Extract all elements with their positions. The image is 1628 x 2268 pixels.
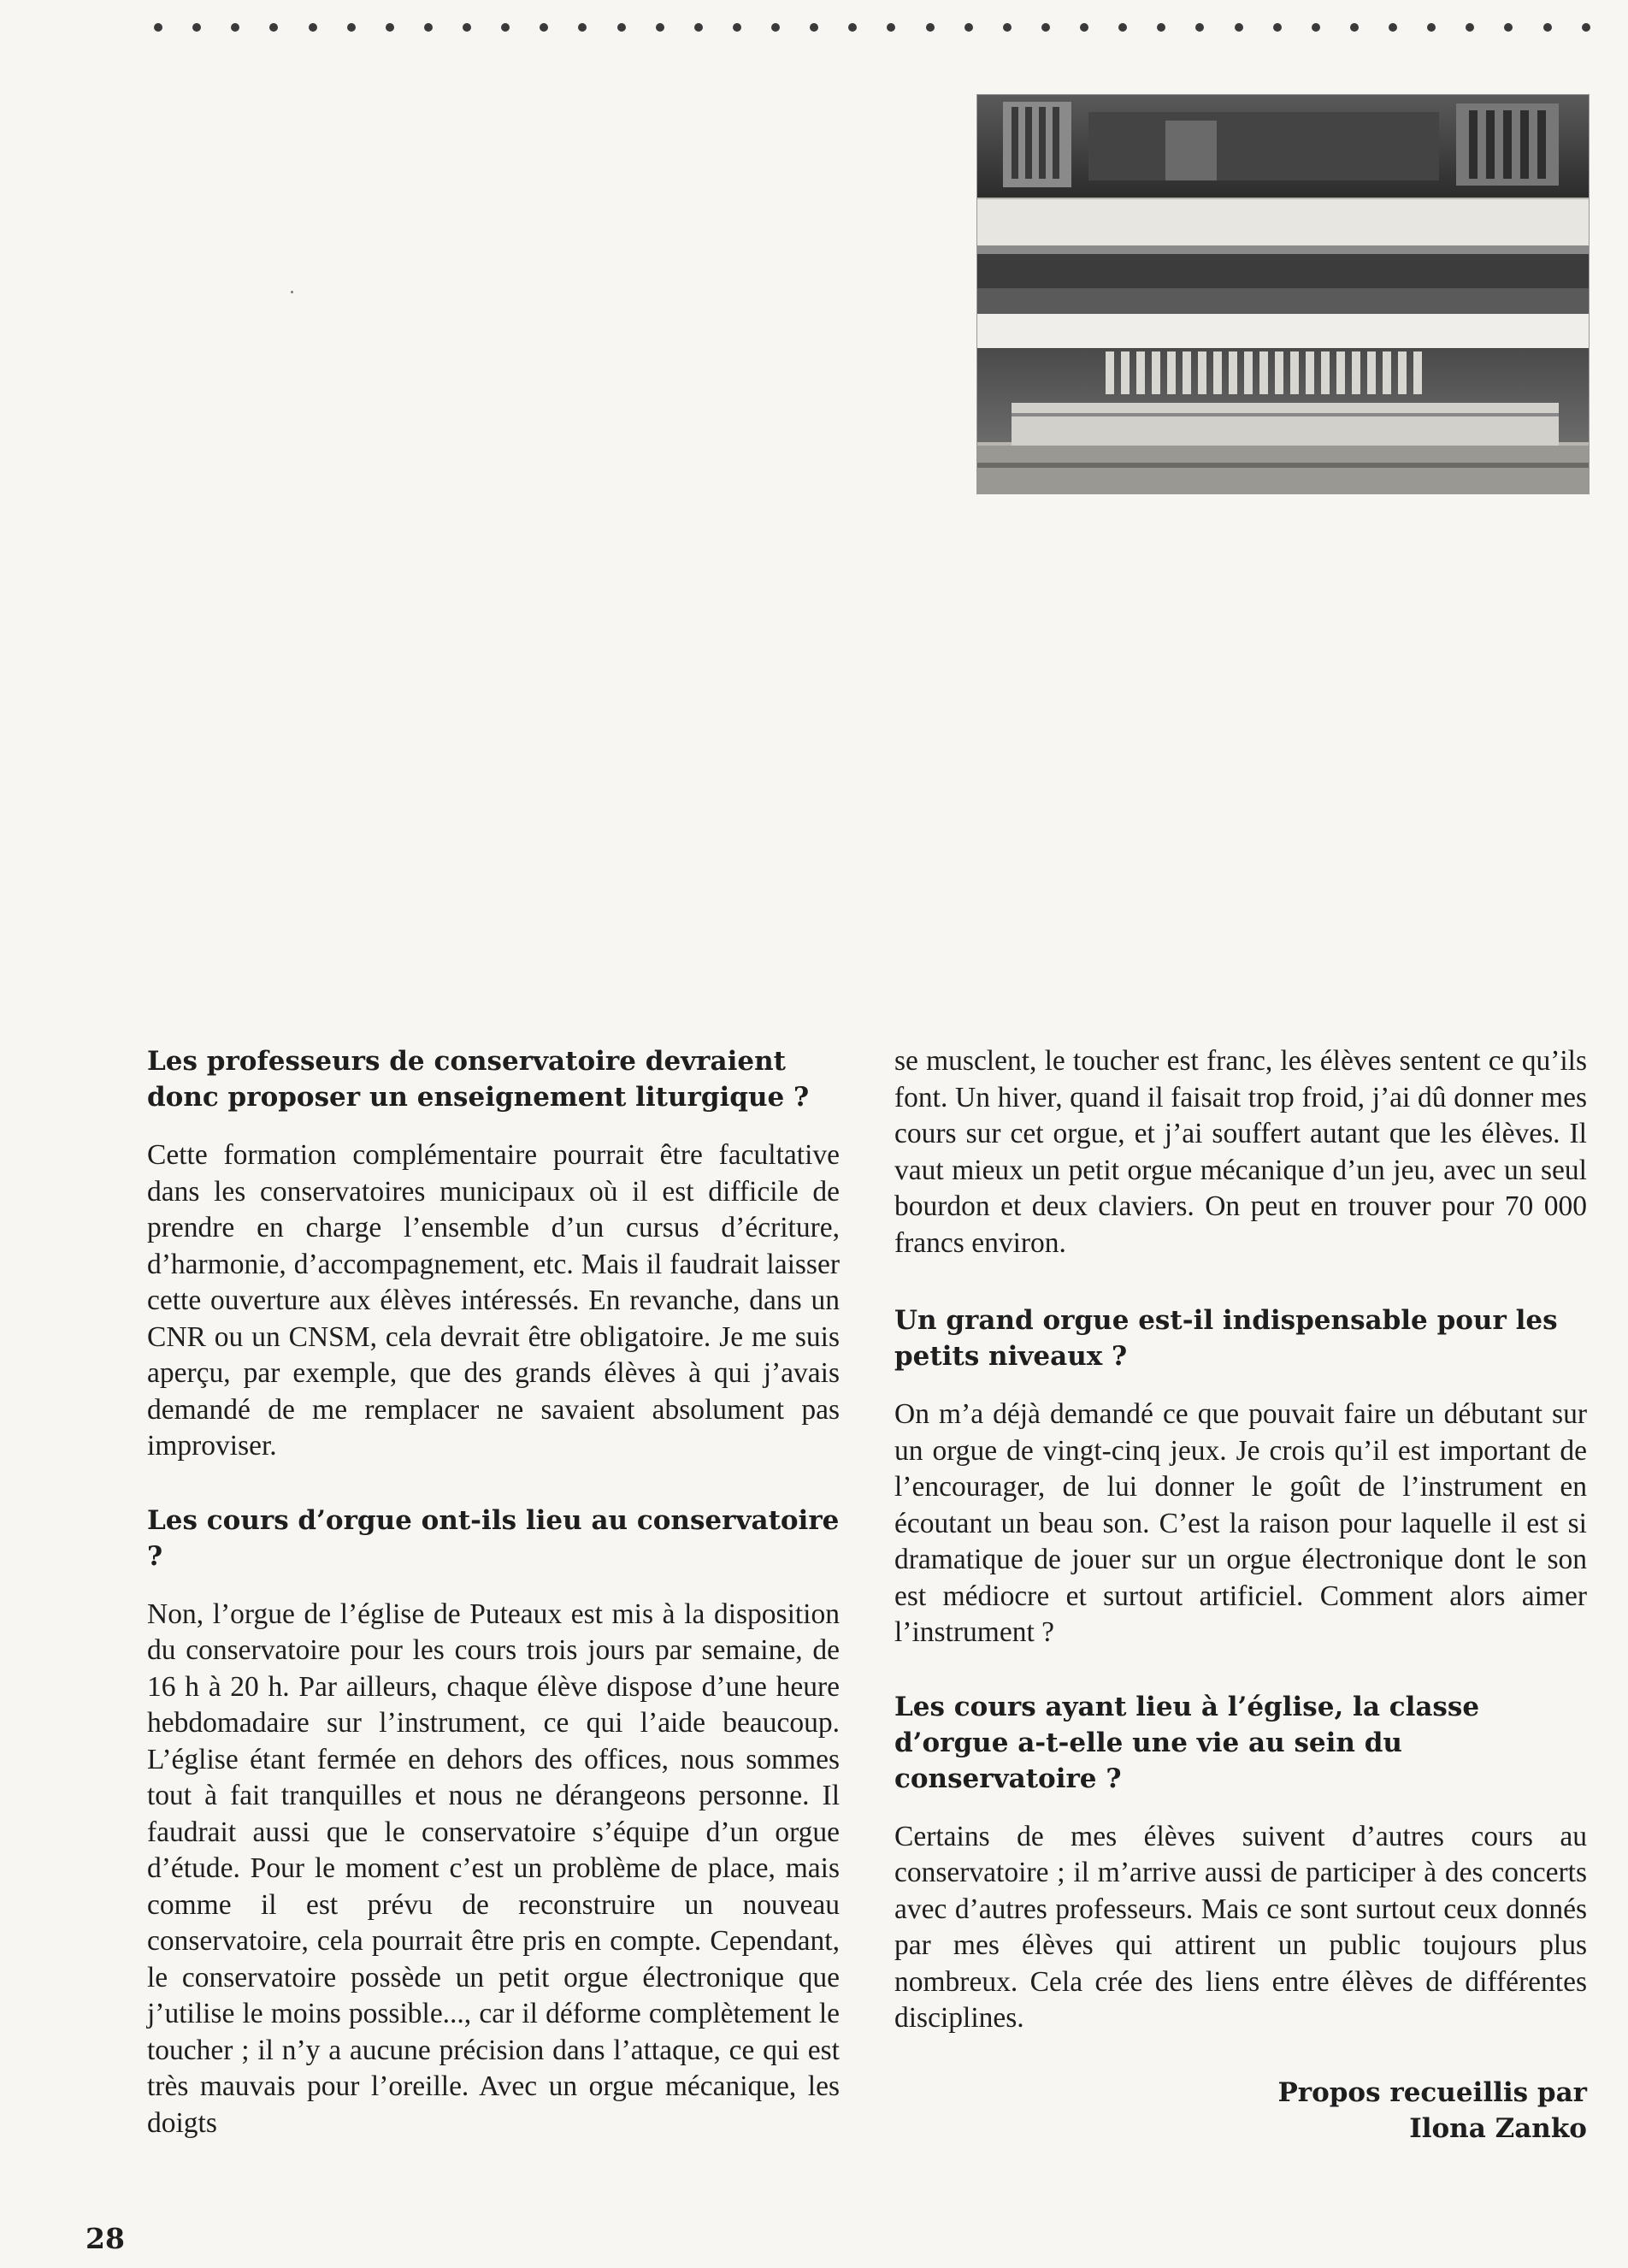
rule-dot [1118,23,1127,32]
rule-dot [1273,23,1282,32]
rule-dot [1504,23,1513,32]
rule-dot [694,23,703,32]
rule-dot [1582,23,1590,32]
credit-author: Ilona Zanko [1409,2112,1587,2144]
rule-dot [887,23,895,32]
credit-line: Propos recueillis par [1277,2076,1587,2108]
rule-dot [540,23,548,32]
answer-paragraph: On m’a déjà demandé ce que pouvait faire un débutant sur un orgue de vingt-cinq jeux. Je crois qu’il est important de l’encourager, de lui donner le goût de l’instrument en écoutant un beau son. C’est la raison pour laquelle il est si dramatique de jouer sur un orgue électronique dont le son est médiocre et surtout artificiel. Comment alors aimer l’instrument ? [894,1398,1587,1648]
rule-dot [1041,23,1050,32]
rule-dot [1235,23,1243,32]
question-heading: Les cours ayant lieu à l’église, la classe d’orgue a-t-elle une vie au sein du conservatoire ? [894,1691,1480,1794]
rule-dot [192,23,201,32]
rule-dot [1312,23,1320,32]
rule-dot [231,23,239,32]
answer-paragraph: Cette formation complémentaire pourrait être facultative dans les conservatoires municipaux où il est difficile de prendre en charge l’ensemble d’un cursus d’écriture, d’harmonie, d’accompagnement, etc. Mais il faudrait laisser cette ouverture aux élèves intéressés. En revanche, dans un CNR ou un CNSM, cela devrait être obligatoire. Je me suis aperçu, par exemple, que des grands élèves à qui j’avais demandé de me remplacer ne savaient absolument pas improviser. [147,1139,840,1462]
rule-dot [347,23,356,32]
answer-paragraph: Certains de mes élèves suivent d’autres cours au conservatoire ; il m’arrive aussi de participer à des concerts avec d’autres professeurs. Mais ce sont surtout ceux donnés par mes élèves qui attirent un public toujours plus nombreux. Cela crée des liens entre élèves de différentes disciplines. [894,1820,1587,2034]
rule-dot [1389,23,1397,32]
organ-console-illustration [977,95,1589,493]
rule-dot [463,23,471,32]
rule-dot [1427,23,1436,32]
rule-dot [1466,23,1474,32]
rule-dot [1080,23,1088,32]
rule-dot [1157,23,1165,32]
rule-dot [1003,23,1012,32]
rule-dot [1195,23,1204,32]
rule-dot [848,23,857,32]
rule-dot [309,23,317,32]
rule-dot [1350,23,1359,32]
rule-dot [926,23,935,32]
interview-credit [894,2075,1587,2147]
rule-dot [154,23,162,32]
rule-dot [656,23,664,32]
answer-paragraph: Non, l’orgue de l’église de Puteaux est mis à la disposition du conservatoire pour les cours trois jours par semaine, de 16 h à 20 h. Par ailleurs, chaque élève dispose d’une heure hebdomadaire sur l’instrument, ce qui l’aide beaucoup. L’église étant fermée en dehors des offices, nous sommes tout à fait tranquilles et nous ne dérangeons personne. Il faudrait aussi que le conservatoire s’équipe d’un orgue d’étude. Pour le moment c’est un problème de place, mais comme il est prévu de reconstruire un nouveau conservatoire, cela pourrait être pris en compte. Cependant, le conservatoire possède un petit orgue électronique que j’utilise le moins possible..., car il déforme complètement le toucher ; il n’y a aucune précision dans l’attaque, ce qui est très mauvais pour l’oreille. Avec un orgue mécanique, les doigts [147,1598,840,2139]
rule-dot [501,23,510,32]
decorative-dot-rule [154,19,1590,36]
question-heading: Un grand orgue est-il indispensable pour les petits niveaux ? [894,1305,1558,1372]
answer-paragraph-continued: se musclent, le toucher est franc, les élèves sentent ce qu’ils font. Un hiver, quand il faisait trop froid, j’ai dû donner mes cours sur cet orgue, et j’ai souffert autant que les élèves. Il vaut mieux un petit orgue mécanique d’un jeu, avec un seul bourdon et deux claviers. On peut en trouver pour 70 000 francs environ. [894,1045,1587,1259]
rule-dot [269,23,278,32]
rule-dot [386,23,394,32]
rule-dot [733,23,741,32]
page-number: 28 [86,2222,125,2255]
question-heading: Les professeurs de conservatoire devraient donc proposer un enseignement liturgique ? [147,1046,810,1113]
rule-dot [617,23,626,32]
rule-dot [578,23,587,32]
rule-dot [810,23,818,32]
rule-dot [424,23,433,32]
organ-console-photo [976,94,1590,494]
right-column [894,1043,1587,2147]
rule-dot [1543,23,1552,32]
rule-dot [964,23,973,32]
scan-speck [291,291,293,293]
question-heading: Les cours d’orgue ont-ils lieu au conservatoire ? [147,1504,840,1572]
rule-dot [771,23,780,32]
left-column [147,1043,840,2179]
